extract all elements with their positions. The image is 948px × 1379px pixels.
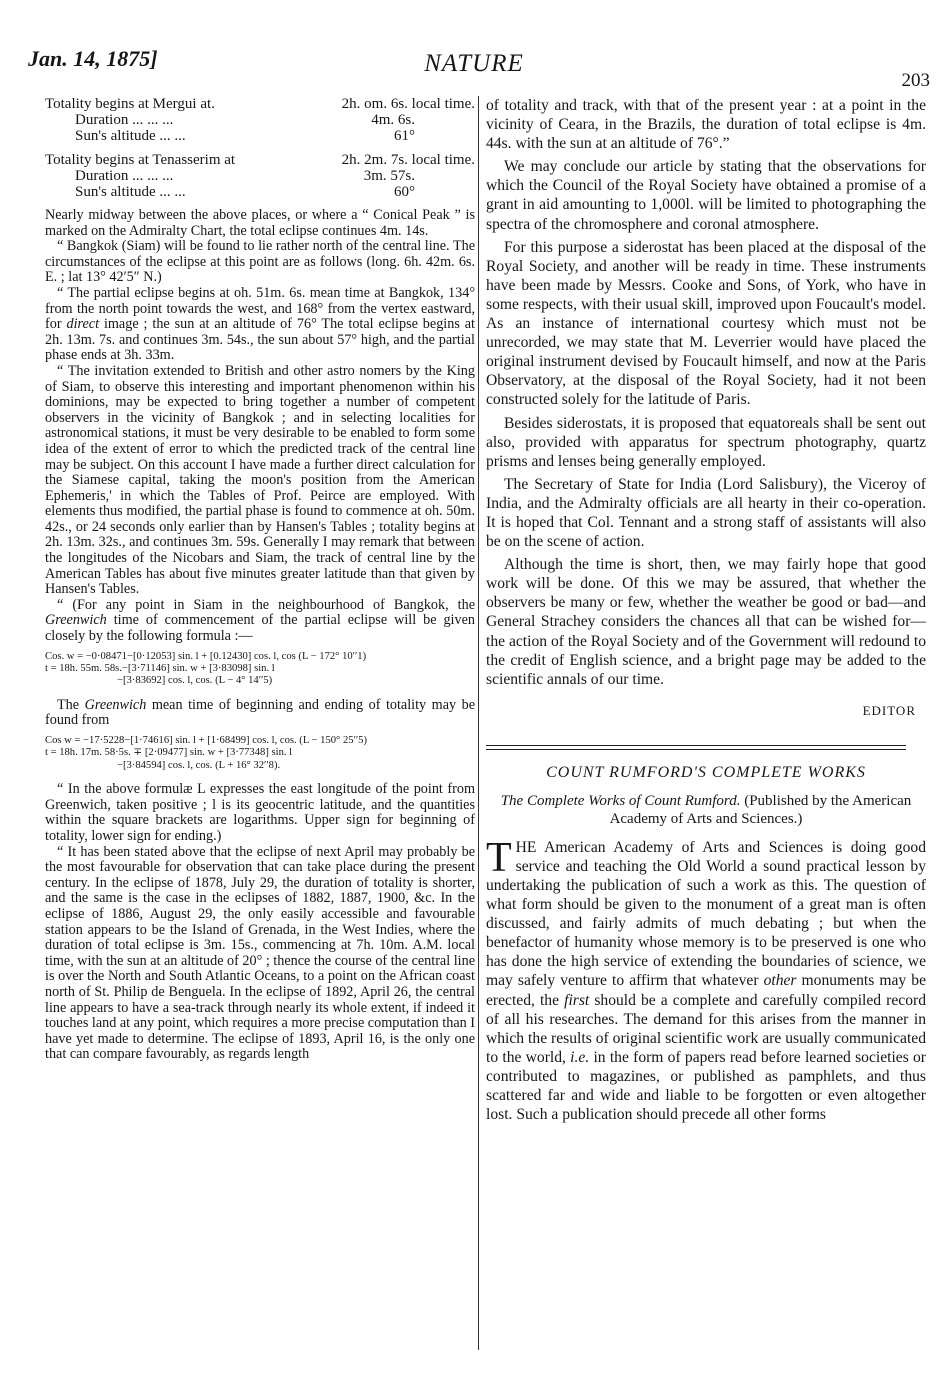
formula-partial-phase: Cos. w = −0·08471−[0·12053] sin. l + [0.12430] cos. l, cos (L − 172° 10′′1) t = 18h. 55m. 58s.−[3·71146] sin. w + [3·83098] sin. l −[3·83692] cos. l, cos. (L − 4° 14′′5): [45, 650, 367, 687]
paragraph: Nearly midway between the above places, or where a “ Conical Peak ” is marked on the Admiralty Chart, the total eclipse continues 4m. 14s.: [45, 207, 475, 239]
table-row: Sun's altitude ... ... 60°: [75, 184, 415, 200]
section-rule: [486, 745, 906, 746]
header-date: Jan. 14, 1875]: [28, 46, 158, 71]
table-row: Duration ... ... ... 4m. 6s.: [75, 112, 415, 128]
paragraph: We may conclude our article by stating that the observations for which the Council of the Royal Society have obtained a promise of a grant in aid amounting to 1,000l. will be limited to photographing the spectra of the chromosphere and coronal atmosphere.: [486, 158, 926, 233]
article-subtitle: The Complete Works of Count Rumford. (Published by the American Academy of Arts and Sciences.): [500, 792, 912, 827]
paragraph: “ It has been stated above that the eclipse of next April may probably be the most favourable for observation that can take place during the present century. In the eclipse of 1878, July 29, the duration of totality is shorter, and the same is the case in the eclipses of 1882, 1887, 1900, &c. In the eclipse of 1886, August 29, the only easily accessible and favourable station appears to be the Island of Grenada, in the West Indies, where the duration of total eclipse is 3m. 15s., commencing at 7h. 10m. A.M. local time, with the sun at an altitude of 20° ; thence the course of the central line is over the North and South Atlantic Oceans, to a point on the African coast north of St. Philip de Benguela. In the eclipse of 1892, April 26, the central line appears to have a sea-track through nearly its whole extent, if indeed it touches land at any point, which requires a more precise computation than I have yet made to determine. The eclipse of 1893, April 16, is the only one that can compare favourably, as regards length: [45, 843, 475, 1063]
right-column: [486, 96, 926, 1128]
table-row: Sun's altitude ... ... 61°: [75, 128, 415, 144]
left-column: [45, 96, 475, 1063]
article-title: COUNT RUMFORD'S COMPLETE WORKS: [546, 763, 866, 781]
paragraph: “ The invitation extended to British and other astro nomers by the King of Siam, to observe this interesting and important phenomenon within his dominions, may be expected to bring together a number of competent observers in the vicinity of Bangkok ; and in selecting localities for astronomical stations, it must be very desirable to be enabled to form some idea of the extent of error to which the predicted track of the central line may be subject. On this account I have made a further direct calculation for the Siamese capital, taking the moon's position from the American Ephemeris,' in which the Tables of Prof. Peirce are employed. With elements thus modified, the partial phase is found to commence at oh. 50m. 42s., or 24 seconds only earlier than by Hansen's Tables ; totality begins at 2h. 13m. 32s., and continues 3m. 59s. Generally I may remark that between the longitudes of the Nicobars and Siam, the track of central line by the American Tables has about five minutes greater latitude than that given by Hansen's Tables.: [45, 362, 475, 598]
editor-signature: EDITOR: [862, 702, 916, 718]
paragraph: of totality and track, with that of the present year : at a point in the vicinity of Ceara, in the Brazils, the duration of total eclipse is 4m. 44s. with the sun at an altitude of 76°.”: [486, 97, 926, 153]
paragraph: “ (For any point in Siam in the neighbourhood of Bangkok, the Greenwich time of commencement of the partial eclipse will be given closely by the following formula :—: [45, 596, 475, 645]
paragraph: The Secretary of State for India (Lord Salisbury), the Viceroy of India, and the Admiralty officials are all hearty in their co-operation. It is hoped that Col. Tennant and a strong staff of assistants will also be on the scene of action.: [486, 475, 926, 551]
paragraph: “ The partial eclipse begins at oh. 51m. 6s. mean time at Bangkok, 134° from the north point towards the west, and 168° from the vertex eastward, for direct image ; the sun at an altitude of 76° The total eclipse begins at 2h. 13m. 7s. and continues 3m. 54s., the sun about 57° high, and the partial phase ends at 3h. 33m.: [45, 284, 475, 364]
table-row: Totality begins at Tenasserim at 2h. 2m. 7s. local time.: [45, 152, 475, 168]
formula-totality: Cos w = −17·5228−[1·74616] sin. l + [1·68499] cos. l, cos. (L − 150° 25′′5) t = 18h. 17m. 58·5s. ∓ [2·09477] sin. w + [3·77348] sin. l −[3·84594] cos. l, cos. (L + 16° 32′′8).: [45, 735, 367, 771]
tenasserim-table: [45, 152, 475, 200]
paragraph: “ In the above formulæ L expresses the east longitude of the point from Greenwich, taken positive ; l is its geocentric latitude, and the quantities within the square brackets are logarithms. Upper sign for beginning of totality, lower sign for ending.): [45, 781, 475, 845]
table-row: Duration ... ... ... 3m. 57s.: [75, 168, 415, 184]
drop-cap: T: [486, 834, 512, 881]
paragraph: For this purpose a siderostat has been placed at the disposal of the Royal Society, and another will be ready in time. These instruments have been made by Messrs. Cooke and Sons, of York, who have in some respects, with their usual skill, improved upon Foucault's model. As an instance of international courtesy which must not be unrecorded, we may state that M. Leverrier would have placed the original instrument devised by Foucault himself, and now at the Paris Observatory, at the disposal of the Royal Society, had it not been constructed solely for the latitude of Paris.: [486, 238, 926, 409]
header-journal-title: NATURE: [424, 50, 524, 77]
column-divider: [478, 96, 479, 1350]
paragraph: The Greenwich mean time of beginning and ending of totality may be found from: [45, 696, 475, 729]
mergui-table: [45, 96, 475, 144]
paragraph: THE American Academy of Arts and Sciences is doing good service and teaching the Old World a sound practical lesson by undertaking the publication of such a work as this. The question of what form should be given to the monument of a great man is often discussed, and fairly admits of much debating ; but when the benefactor of humanity whose memory is to be preserved is one who has done the high service of extending the boundaries of science, we may safely venture to affirm that whatever other monuments may be erected, the first should be a complete and carefully compiled record of all his researches. The demand for this arises from the manner in which the results of original scientific work are usually communicated to the world, i.e. in the form of papers read before learned societies or contributed to magazines, or published as pamphlets, and thus scattered far and wide and liable to be forgotten or even altogether lost. Such a publication should precede all other forms: [486, 834, 927, 1124]
page-number: 203: [901, 70, 930, 91]
section-rule: [486, 749, 906, 750]
paragraph: Besides siderostats, it is proposed that equatoreals shall be sent out also, provided with apparatus for spectrum photography, quartz prisms and lenses being generally employed.: [486, 414, 926, 470]
table-row: Totality begins at Mergui at. 2h. om. 6s. local time.: [45, 96, 475, 112]
paragraph: Although the time is short, then, we may fairly hope that good work will be done. Of this we may be assured, that whether the observers be many or few, whether the weather be good or bad—and General Strachey considers the chances all that can be wished for—the action of the Royal Society and of the Government will redound to the credit of English science, and a bright page may be added to the scientific annals of our time.: [486, 556, 926, 688]
paragraph: “ Bangkok (Siam) will be found to lie rather north of the central line. The circumstances of the eclipse at this point are as follows (long. 6h. 42m. 6s. E. ; lat 13° 42′5″ N.): [45, 238, 475, 286]
